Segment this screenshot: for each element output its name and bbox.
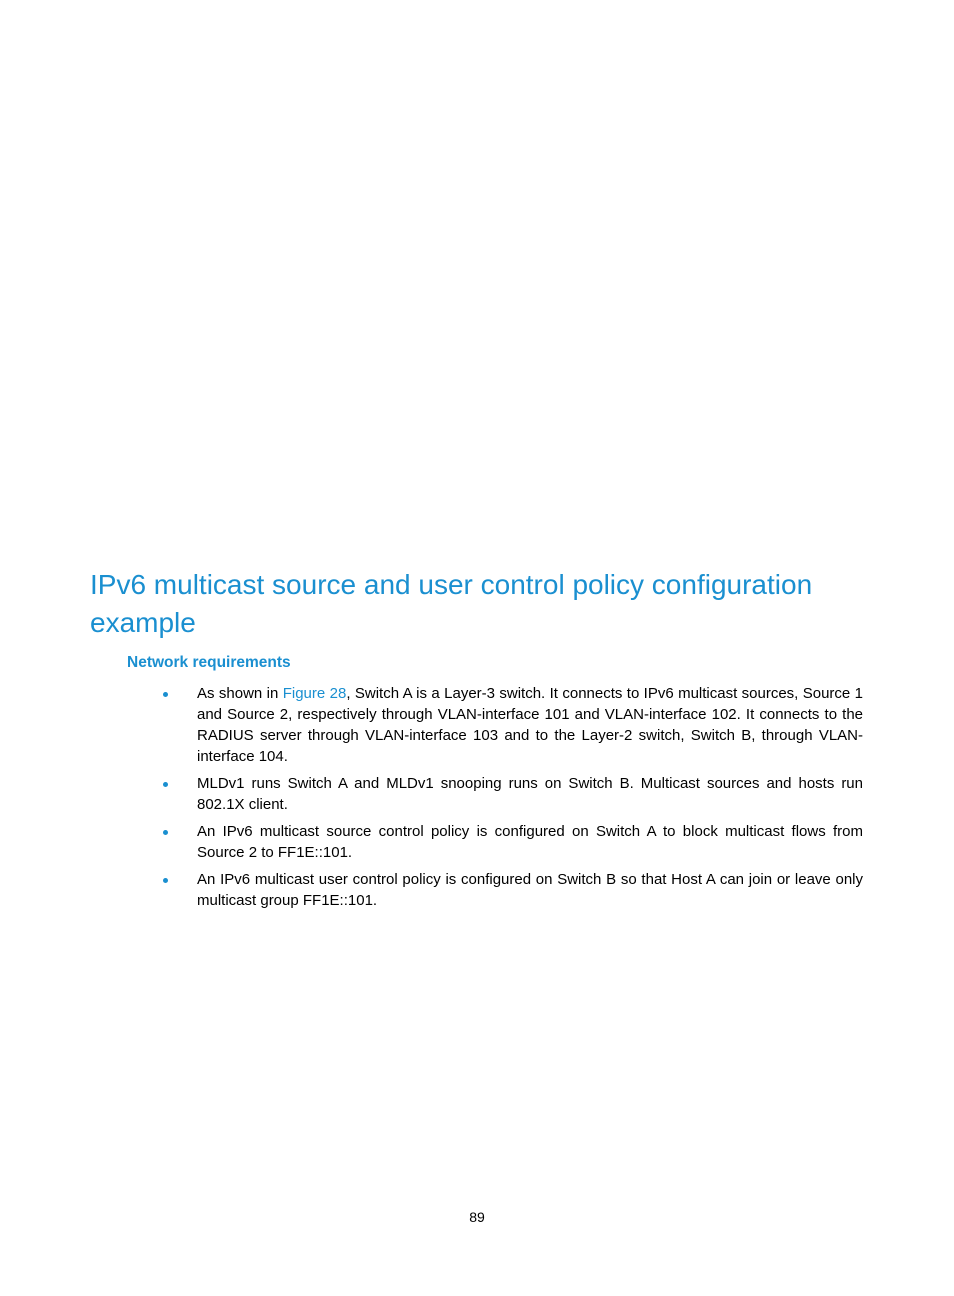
bullet-dot-icon xyxy=(163,692,168,697)
page-number: 89 xyxy=(469,1209,485,1225)
bullet-dot-icon xyxy=(163,782,168,787)
bullet-dot-icon xyxy=(163,830,168,835)
list-item-text-after-link: , Switch A is a Layer-3 switch. It connects to IPv6 multicast sources, Source 1 and Source 2, respectively through VLAN-interface 101 and VLAN-interface 102. It connects to the RADIUS server through VLAN-interface 103 and to the Layer-2 switch, Switch B, through VLAN-interface 104. xyxy=(197,685,863,765)
list-item-text: An IPv6 multicast user control policy is configured on Switch B so that Host A can join or leave only multicast group FF1E::101. xyxy=(197,871,863,909)
section-heading-network-requirements: Network requirements xyxy=(127,654,291,671)
page-title: IPv6 multicast source and user control policy configuration example xyxy=(90,569,813,638)
list-item-text: MLDv1 runs Switch A and MLDv1 snooping runs on Switch B. Multicast sources and hosts run 802.1X client. xyxy=(197,775,863,813)
list-item xyxy=(197,869,863,911)
list-item xyxy=(197,773,863,815)
bullet-dot-icon xyxy=(163,878,168,883)
list-item-text: An IPv6 multicast source control policy is configured on Switch A to block multicast flows from Source 2 to FF1E::101. xyxy=(197,823,863,861)
list-item xyxy=(197,821,863,863)
requirements-list xyxy=(0,683,954,917)
list-item xyxy=(197,683,863,767)
figure-28-link[interactable]: Figure 28 xyxy=(282,685,347,702)
list-item-text-before-link: As shown in xyxy=(197,685,283,702)
